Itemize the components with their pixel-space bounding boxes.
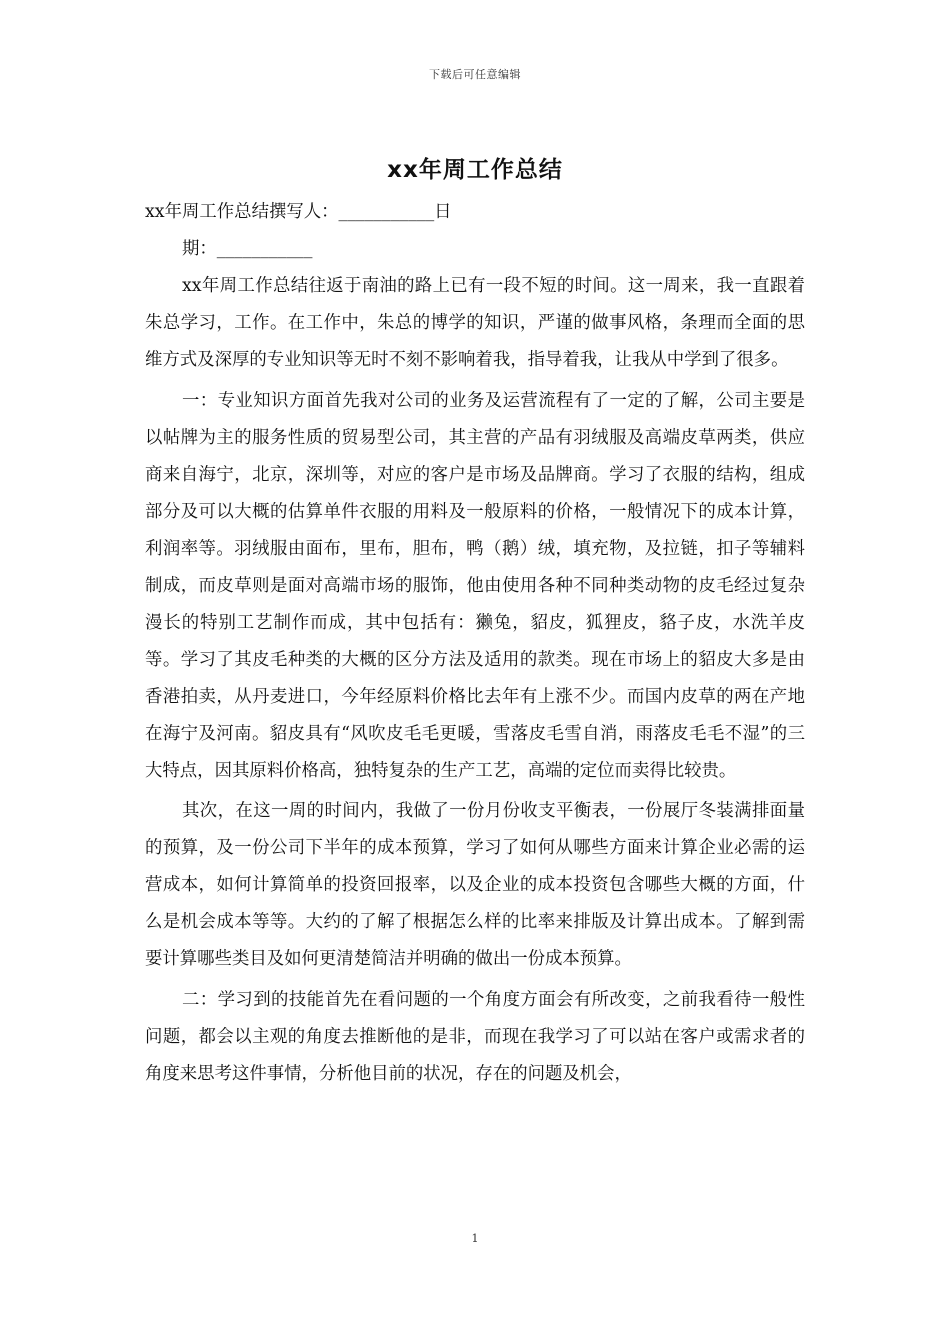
paragraph: 一：专业知识方面首先我对公司的业务及运营流程有了一定的了解，公司主要是以帖牌为主的服务性质的贸易型公司，其主营的产品有羽绒服及高端皮草两类，供应商来自海宁，北京，深圳等，对应的客户是市场及品牌商。学习了衣服的结构，组成部分及可以大概的估算单件衣服的用料及一般原料的价格，一般情况下的成本计算，利润率等。羽绒服由面布，里布，胆布，鸭（鹅）绒，填充物，及拉链，扣子等辅料制成，而皮草则是面对高端市场的服饰，他由使用各种不同种类动物的皮毛经过复杂漫长的特别工艺制作而成，其中包括有：獭兔，貂皮，狐狸皮，貉子皮，水洗羊皮等。学习了其皮毛种类的大概的区分方法及适用的款类。现在市场上的貂皮大多是由香港拍卖，从丹麦进口，今年经原料价格比去年有上涨不少。而国内皮草的两在产地在海宁及河南。貂皮具有“风吹皮毛毛更暖，雪落皮毛雪自消，雨落皮毛毛不湿”的三大特点，因其原料价格高，独特复杂的生产工艺，高端的定位而卖得比较贵。 bbox=[145, 390, 805, 781]
header-note: 下载后可任意编辑 bbox=[429, 68, 521, 81]
page-number: 1 bbox=[471, 1232, 479, 1245]
byline: xx年周工作总结撰写人：___________日 bbox=[145, 202, 452, 222]
date-line: 期：___________ bbox=[182, 239, 313, 259]
paragraph: 其次，在这一周的时间内，我做了一份月份收支平衡表，一份展厅冬装满排面量的预算，及一份公司下半年的成本预算，学习了如何从哪些方面来计算企业必需的运营成本，如何计算简单的投资回报率，以及企业的成本投资包含哪些大概的方面，什么是机会成本等等。大约的了解了根据怎么样的比率来排版及计算出成本。了解到需要计算哪些类目及如何更清楚简洁并明确的做出一份成本预算。 bbox=[145, 801, 805, 969]
paragraph: 二：学习到的技能首先在看问题的一个角度方面会有所改变，之前我看待一般性问题，都会以主观的角度去推断他的是非，而现在我学习了可以站在客户或需求者的角度来思考这件事情，分析他目前的状况，存在的问题及机会， bbox=[145, 989, 805, 1084]
document-body bbox=[145, 194, 805, 1093]
paragraph: xx年周工作总结往返于南油的路上已有一段不短的时间。这一周来，我一直跟着朱总学习，工作。在工作中，朱总的博学的知识，严谨的做事风格，条理而全面的思维方式及深厚的专业知识等无时不刻不影响着我，指导着我，让我从中学到了很多。 bbox=[145, 276, 805, 370]
page-title: xx年周工作总结 bbox=[387, 157, 563, 183]
